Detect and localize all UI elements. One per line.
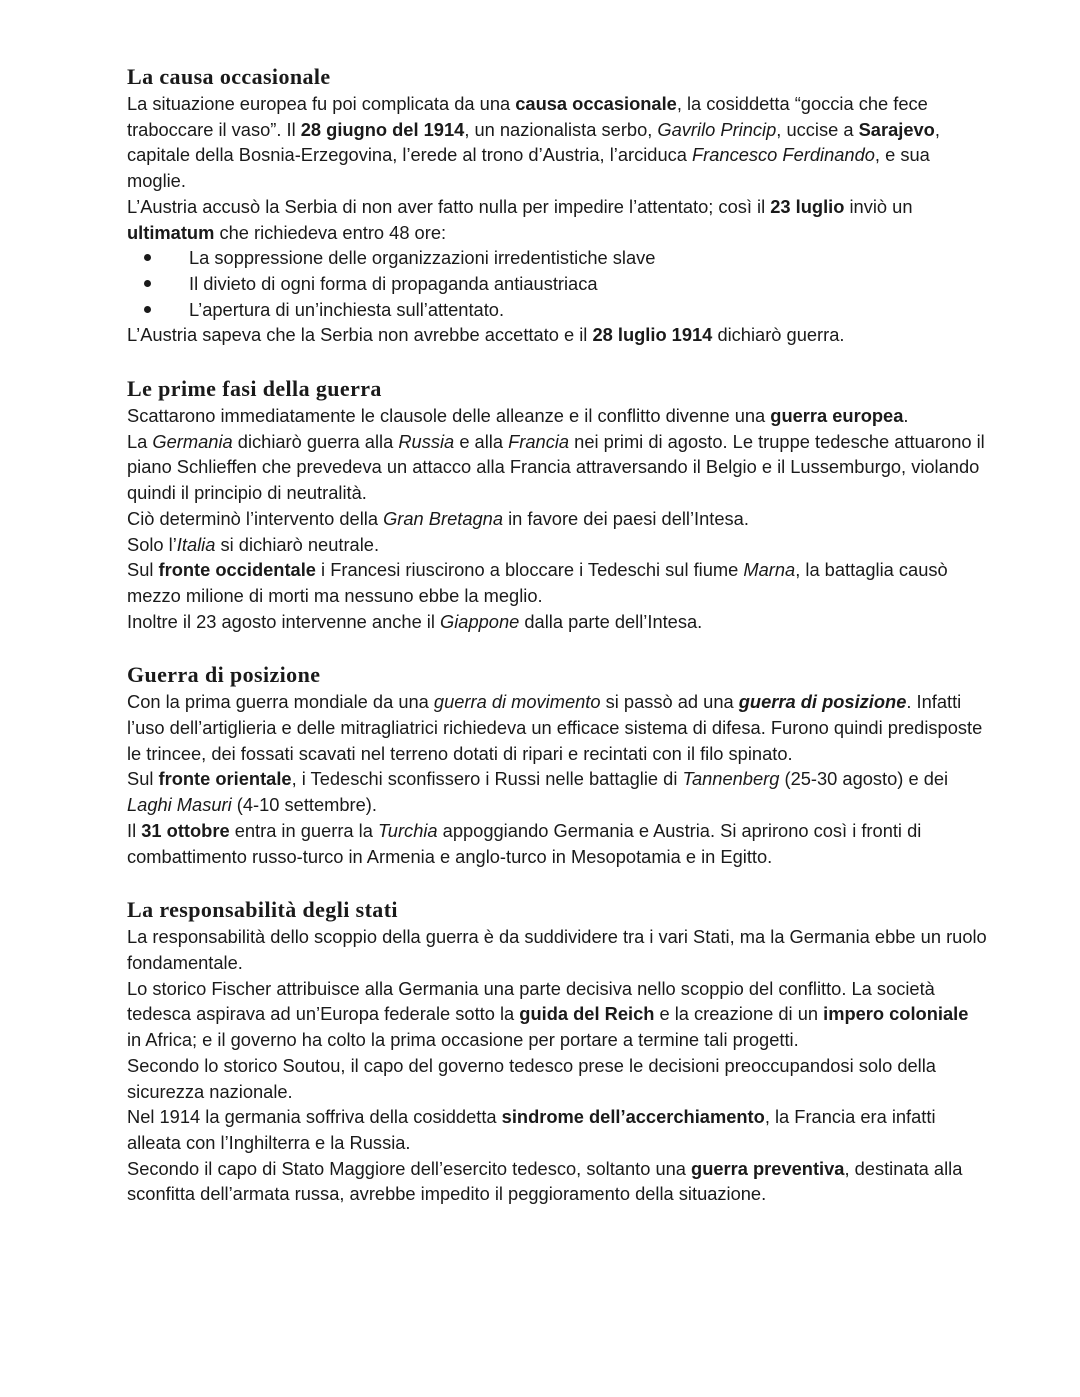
section-heading: Guerra di posizione — [127, 662, 321, 688]
text-run: , un nazionalista serbo, — [464, 118, 658, 140]
paragraph — [127, 403, 987, 429]
text-run: nei primi di agosto. Le truppe tedesche attuarono il piano Schlieffen che prevedeva un attacco alla Francia attraversando il Belgio e il Lussemburgo, violando quindi il principio di neutralità. — [127, 430, 985, 504]
bullet-list — [127, 245, 987, 322]
bold-text: causa occasionale — [515, 93, 677, 114]
text-run: Con la prima guerra mondiale da una — [127, 691, 434, 713]
section-heading: Le prime fasi della guerra — [127, 376, 382, 402]
text-run: in Africa; e il governo ha colto la prima occasione per portare a termine tali progetti. — [127, 1029, 799, 1051]
text-run: si dichiarò neutrale. — [215, 533, 380, 555]
italic-text: Turchia — [377, 819, 438, 841]
italic-text: Russia — [398, 430, 455, 452]
paragraph — [127, 194, 987, 245]
text-run: (4-10 settembre). — [231, 794, 377, 816]
bold-text: sindrome dell’accerchiamento — [501, 1106, 765, 1128]
bold-text: impero coloniale — [823, 1003, 969, 1025]
text-run: La situazione europea fu poi complicata da una — [127, 93, 516, 114]
bold-text: fronte orientale — [158, 768, 292, 790]
paragraph — [127, 506, 987, 532]
italic-text: Tannenberg — [682, 768, 780, 790]
text-run: , capitale della Bosnia-Erzegovina, l’erede al trono d’Austria, l’arciduca — [127, 118, 940, 166]
paragraph — [127, 322, 987, 348]
list-item: La soppressione delle organizzazioni irredentistiche slave — [127, 245, 987, 271]
text-run: , la battaglia causò mezzo milione di morti ma nessuno ebbe la meglio. — [127, 559, 948, 606]
paragraph — [127, 1104, 987, 1155]
document-page — [127, 60, 987, 1207]
italic-text: Laghi Masuri — [127, 794, 232, 816]
section-spacer — [127, 348, 987, 372]
text-run: e la creazione di un — [654, 1003, 824, 1025]
paragraph — [127, 924, 987, 975]
italic-text: Francesco Ferdinando — [692, 144, 875, 166]
italic-text: Francia — [508, 430, 570, 452]
text-run: Sul — [127, 768, 159, 790]
text-run: e alla — [454, 430, 509, 452]
text-run: (25-30 agosto) e dei — [779, 768, 949, 790]
italic-text: Gavrilo Princip — [657, 118, 777, 140]
paragraph — [127, 532, 987, 558]
section-heading: La responsabilità degli stati — [127, 897, 398, 923]
paragraph — [127, 766, 987, 817]
text-run: , e sua moglie. — [127, 144, 930, 192]
text-run: entra in guerra la — [229, 819, 378, 841]
italic-text: Marna — [743, 559, 796, 581]
text-run: L’Austria sapeva che la Serbia non avrebbe accettato e il — [127, 324, 593, 346]
italic-text: Italia — [176, 533, 216, 555]
paragraph — [127, 818, 987, 869]
list-item: Il divieto di ogni forma di propaganda antiaustriaca — [127, 271, 987, 297]
paragraph — [127, 1156, 987, 1207]
text-run: Inoltre il 23 agosto intervenne anche il — [127, 610, 441, 632]
text-run: dichiarò guerra. — [712, 324, 845, 346]
text-run: Secondo lo storico Soutou, il capo del governo tedesco prese le decisioni preoccupandosi solo della sicurezza nazionale. — [127, 1054, 936, 1102]
bold-text: guida del Reich — [519, 1003, 655, 1025]
section-spacer — [127, 869, 987, 893]
paragraph — [127, 1053, 987, 1104]
bold-text: 23 luglio — [770, 195, 845, 217]
text-run: appoggiando Germania e Austria. Si aprirono così i fronti di combattimento russo-turco in Armenia e anglo-turco in Mesopotamia e in Egitto. — [127, 819, 922, 867]
italic-text: Giappone — [440, 610, 520, 632]
text-run: Lo storico Fischer attribuisce alla Germania una parte decisiva nello scoppio del conflitto. La società tedesca aspirava ad un’Europa federale sotto la — [127, 977, 935, 1025]
text-run: , la cosiddetta “goccia che fece traboccare il vaso”. Il — [127, 93, 928, 140]
text-run: inviò un — [844, 195, 913, 217]
bold-text: 31 ottobre — [141, 819, 230, 841]
section-prime-fasi — [127, 372, 987, 634]
text-run: Solo l’ — [127, 533, 177, 555]
text-run: , uccise a — [776, 118, 859, 140]
text-run: che richiedeva entro 48 ore: — [214, 221, 447, 243]
text-run: La — [127, 430, 153, 452]
bold-text: guerra europea — [770, 405, 904, 427]
text-run: , la Francia era infatti alleata con l’Inghilterra e la Russia. — [127, 1106, 936, 1153]
bold-text: fronte occidentale — [158, 559, 316, 581]
paragraph — [127, 557, 987, 608]
italic-text: guerra di movimento — [433, 691, 601, 713]
text-run: Sul — [127, 559, 159, 581]
section-responsabilita — [127, 893, 987, 1207]
text-run: L’Austria accusò la Serbia di non aver fatto nulla per impedire l’attentato; così il — [127, 195, 771, 217]
bold-text: 28 luglio 1914 — [592, 324, 713, 346]
text-run: Nel 1914 la germania soffriva della cosiddetta — [127, 1106, 502, 1128]
text-run: , destinata alla sconfitta dell’armata russa, avrebbe impedito il peggioramento della situazione. — [127, 1157, 963, 1205]
bold-text: Sarajevo — [858, 118, 935, 140]
text-run: Ciò determinò l’intervento della — [127, 507, 384, 529]
bold-text: guerra preventiva — [691, 1157, 845, 1179]
text-run: i Francesi riuscirono a bloccare i Tedeschi sul fiume — [315, 559, 744, 581]
text-run: . — [903, 405, 909, 427]
paragraph — [127, 91, 987, 194]
text-run: . Infatti l’uso dell’artiglieria e delle mitragliatrici richiedeva un efficace sistema di difesa. Furono quindi predisposte le trincee, dei fossati scavati nel terreno dotati di ripari e recintati con il filo spinato. — [127, 691, 983, 764]
text-run: Secondo il capo di Stato Maggiore dell’esercito tedesco, soltanto una — [127, 1157, 692, 1179]
bold-text: 28 giugno del 1914 — [300, 118, 465, 140]
paragraph — [127, 976, 987, 1053]
section-guerra-di-posizione — [127, 658, 987, 869]
text-run: si passò ad una — [600, 691, 739, 713]
paragraph — [127, 429, 987, 506]
italic-text: Germania — [152, 430, 233, 452]
text-run: in favore dei paesi dell’Intesa. — [503, 507, 749, 529]
list-item: L’apertura di un’inchiesta sull’attentato. — [127, 297, 987, 323]
text-run: Scattarono immediatamente le clausole delle alleanze e il conflitto divenne una — [127, 405, 771, 427]
bold-text: guerra di posizione — [738, 691, 907, 713]
text-run: dichiarò guerra alla — [232, 430, 399, 452]
text-run: La responsabilità dello scoppio della guerra è da suddividere tra i vari Stati, ma la Germania ebbe un ruolo fondamentale. — [127, 926, 987, 973]
text-run: dalla parte dell’Intesa. — [519, 610, 703, 632]
text-run: Il — [127, 819, 142, 841]
section-spacer — [127, 634, 987, 658]
section-heading: La causa occasionale — [127, 64, 331, 89]
italic-text: Gran Bretagna — [383, 507, 503, 529]
paragraph — [127, 609, 987, 635]
text-run: , i Tedeschi sconfissero i Russi nelle battaglie di — [291, 768, 683, 790]
section-causa-occasionale — [127, 60, 987, 348]
paragraph — [127, 689, 987, 766]
bold-text: ultimatum — [127, 221, 215, 243]
